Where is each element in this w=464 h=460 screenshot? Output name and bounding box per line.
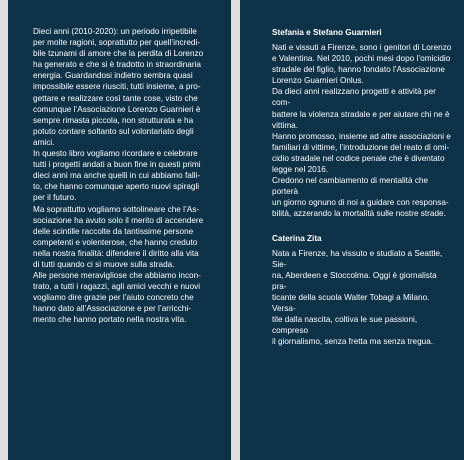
left-paragraph-3: Ma soprattutto vogliamo sottolineare che l’As- sociazione ha avuto solo il merito di accendere delle scintille raccolte da tantissime persone competenti e volenterose, che hanno creduto nella nostra finalità: difendere il diritto alla vita di tutti quando ci si muove sulla strada. [33, 204, 204, 269]
left-page [8, 0, 231, 460]
bio-heading-guarnieri: Stefania e Stefano Guarnieri [272, 28, 382, 37]
bio-heading-zita: Caterina Zita [272, 233, 322, 243]
bio-paragraph: Nata a Firenze, ha vissuto e studiato a Seattle, Sie- na, Aberdeen e Stoccolma. Oggi è giornalista pra- ticante della scuola Walter Tobagi a Milano. Versa- tile dalla nascita, coltiva le sue passioni, compreso il giornalismo, senza fretta ma senza tregua. [272, 248, 443, 347]
right-page [240, 0, 464, 460]
bio-section-zita [272, 233, 452, 348]
bio-paragraph: Da dieci anni realizzano progetti e attività per com- battere la violenza stradale e per aiutare chi ne è vittima. [272, 87, 450, 130]
left-paragraph-4: Alle persone meravigliose che abbiamo incon- trato, a tutti i ragazzi, agli amici vecchi e nuovi vogliamo dire grazie per l’aiuto concreto che hanno dato all’Associazione e per l’arricchi- mento che hanno portato nella nostra vita. [33, 271, 201, 325]
left-paragraph-1: Dieci anni (2010-2020): un periodo irripetibile per molte ragioni, soprattutto per quell’incredi- bile tzunami di amore che la perdita di Lorenzo ha generato e che si è tradotto in straordinaria energia. Guardandosi indietro sembra quasi impossibile essere riusciti, tutti insieme, a pro- gettare e realizzare così tante cose, visto che comunque l’Associazione Lorenzo Guarnieri è sempre rimasta piccola, non strutturata e ha potuto contare soltanto sul volontariato degli amici. [33, 27, 204, 147]
bio-paragraph: Credono nel cambiamento di mentalità che porterà un giorno ognuno di noi a guidare con responsa- bilità, azzerando la mortalità sulle nostre strade. [272, 176, 449, 219]
bio-paragraph: Nati e vissuti a Firenze, sono i genitori di Lorenzo e Valentina. Nel 2010, pochi mesi dopo l’omicidio stradale del figlio, hanno fondato l’Associazione Lorenzo Guarnieri Onlus. [272, 43, 452, 86]
bio-paragraph: Hanno promosso, insieme ad altre associazioni e familiari di vittime, l’introduzione del reato di omi- cidio stradale nel codice penale che è diventato legge nel 2016. [272, 131, 451, 175]
left-paragraph-2: In questo libro vogliamo ricordare e celebrare tutti i progetti andati a buon fine in questi primi dieci anni ma anche quelli in cui abbiamo falli- to, che hanno comunque aperto nuovi spiragli per il futuro. [33, 149, 201, 203]
bio-section-guarnieri [272, 27, 452, 220]
